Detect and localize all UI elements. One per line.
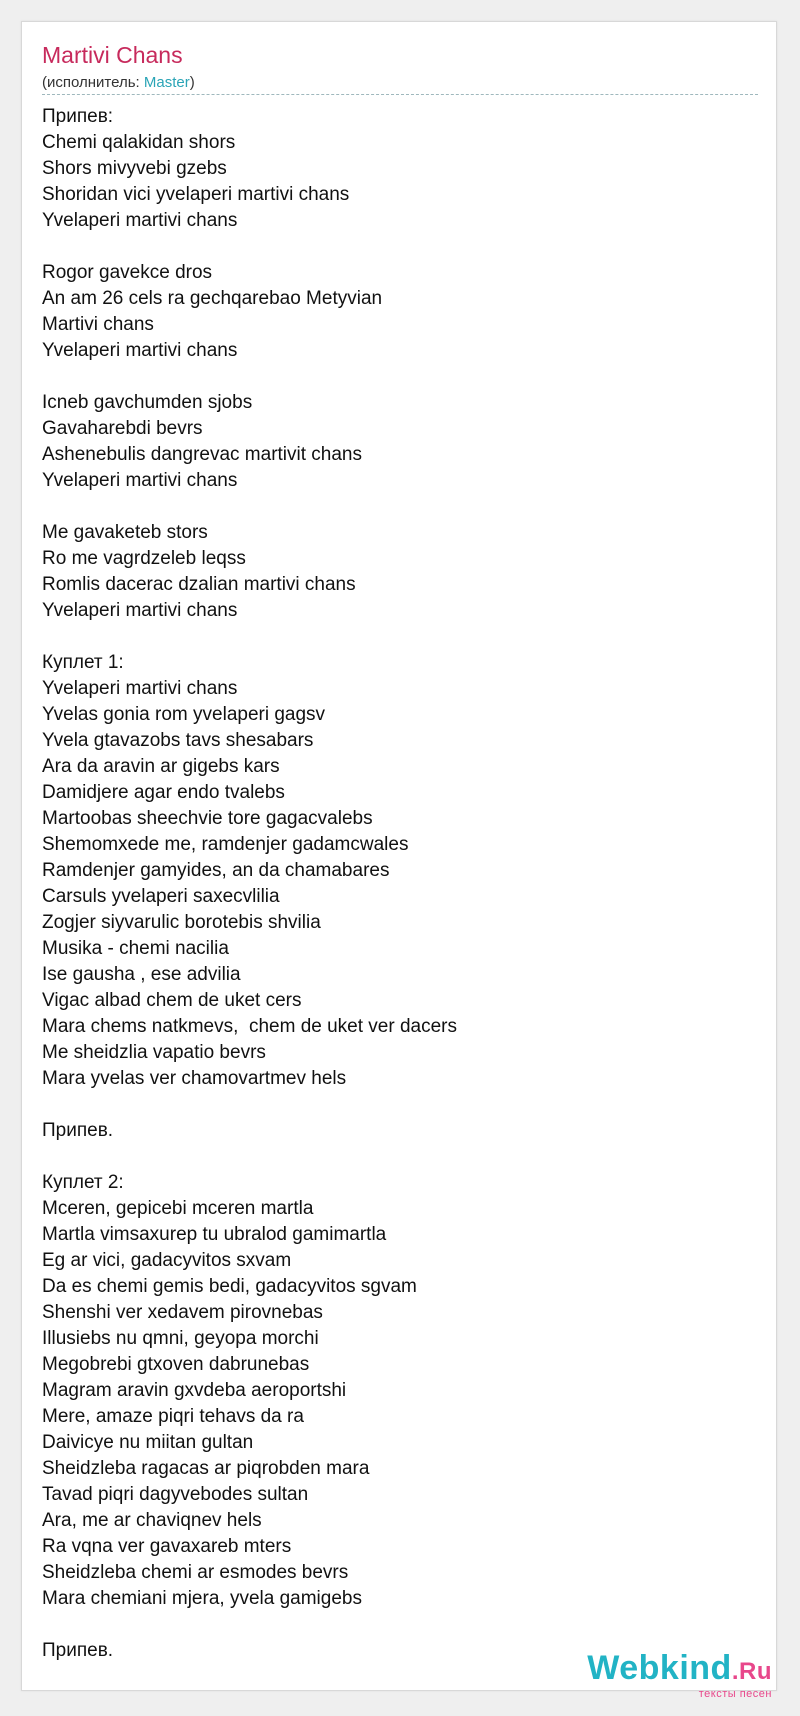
- lyric-line: Mara yvelas ver chamovartmev hels: [42, 1068, 347, 1089]
- lyric-line: Gavaharebdi bevrs: [42, 418, 203, 439]
- lyric-line: Yvelaperi martivi chans: [42, 210, 238, 231]
- lyric-line: Zogjer siyvarulic borotebis shvilia: [42, 912, 321, 933]
- lyric-line: Yvela gtavazobs tavs shesabars: [42, 730, 314, 751]
- lyric-line: Ara da aravin ar gigebs kars: [42, 756, 280, 777]
- artist-line: [42, 74, 195, 91]
- artist-prefix: (исполнитель:: [42, 74, 144, 91]
- lyric-line: Ara, me ar chaviqnev hels: [42, 1510, 262, 1531]
- lyric-line: Sheidzleba ragacas ar piqrobden mara: [42, 1458, 370, 1479]
- lyric-line: An am 26 cels ra gechqarebao Metyvian: [42, 288, 383, 309]
- lyric-line: Daivicye nu miitan gultan: [42, 1432, 254, 1453]
- lyric-line: Mceren, gepicebi mceren martla: [42, 1198, 314, 1219]
- logo-wordmark: [587, 1651, 772, 1689]
- lyric-line: Mara chems natkmevs, chem de uket ver dacers: [42, 1016, 457, 1037]
- artist-suffix: ): [189, 74, 195, 91]
- stanza-gap: [42, 624, 758, 650]
- stanza-gap: [42, 1144, 758, 1170]
- lyric-line: Yvelas gonia rom yvelaperi gagsv: [42, 704, 326, 725]
- lyric-line: Ashenebulis dangrevac martivit chans: [42, 444, 363, 465]
- lyric-line: Vigac albad chem de uket cers: [42, 990, 302, 1011]
- title-divider: [42, 94, 758, 95]
- lyric-line: Magram aravin gxvdeba aeroportshi: [42, 1380, 347, 1401]
- stanza-gap: [42, 364, 758, 390]
- lyric-line: Da es chemi gemis bedi, gadacyvitos sgvam: [42, 1276, 417, 1297]
- site-logo[interactable]: [587, 1651, 772, 1700]
- lyric-line: Yvelaperi martivi chans: [42, 470, 238, 491]
- lyric-line: Mara chemiani mjera, yvela gamigebs: [42, 1588, 362, 1609]
- lyric-line: Carsuls yvelaperi saxecvlilia: [42, 886, 280, 907]
- lyric-line: Icneb gavchumden sjobs: [42, 392, 253, 413]
- logo-subtitle: тексты песен: [698, 1688, 772, 1700]
- lyric-line: Me gavaketeb stors: [42, 522, 208, 543]
- lyric-line: Ise gausha , ese advilia: [42, 964, 241, 985]
- lyrics-card: [21, 21, 777, 1691]
- lyric-line: Rogor gavekce dros: [42, 262, 213, 283]
- lyric-line: Ro me vagrdzeleb leqss: [42, 548, 246, 569]
- lyric-line: Martoobas sheechvie tore gagacvalebs: [42, 808, 373, 829]
- lyric-line: Shenshi ver xedavem pirovnebas: [42, 1302, 323, 1323]
- lyric-line: Musika - chemi nacilia: [42, 938, 229, 959]
- artist-link[interactable]: Master: [143, 74, 190, 91]
- lyric-line: Ra vqna ver gavaxareb mters: [42, 1536, 292, 1557]
- lyric-line: Yvelaperi martivi chans: [42, 600, 238, 621]
- lyric-line: Куплет 2:: [42, 1172, 124, 1193]
- lyric-line: Припев.: [42, 1120, 114, 1141]
- stanza-gap: [42, 1612, 758, 1638]
- lyric-line: Yvelaperi martivi chans: [42, 340, 238, 361]
- lyric-line: Damidjere agar endo tvalebs: [42, 782, 285, 803]
- lyric-line: Sheidzleba chemi ar esmodes bevrs: [42, 1562, 349, 1583]
- lyric-line: Shemomxede me, ramdenjer gadamcwales: [42, 834, 409, 855]
- lyric-line: Illusiebs nu qmni, geyopa morchi: [42, 1328, 319, 1349]
- logo-main-text: Webkind: [587, 1649, 732, 1687]
- lyric-line: Me sheidzlia vapatio bevrs: [42, 1042, 266, 1063]
- lyric-line: Yvelaperi martivi chans: [42, 678, 238, 699]
- song-title: Martivi Chans: [42, 42, 183, 68]
- lyric-line: Припев:: [42, 106, 114, 127]
- lyric-line: Ramdenjer gamyides, an da chamabares: [42, 860, 390, 881]
- stanza-gap: [42, 494, 758, 520]
- stanza-gap: [42, 234, 758, 260]
- lyric-line: Romlis dacerac dzalian martivi chans: [42, 574, 356, 595]
- lyric-line: Martla vimsaxurep tu ubralod gamimartla: [42, 1224, 387, 1245]
- lyric-line: Куплет 1:: [42, 652, 124, 673]
- lyric-line: Shoridan vici yvelaperi martivi chans: [42, 184, 350, 205]
- lyric-line: Tavad piqri dagyvebodes sultan: [42, 1484, 309, 1505]
- lyric-line: Chemi qalakidan shors: [42, 132, 236, 153]
- stanza-gap: [42, 1092, 758, 1118]
- logo-tld: .Ru: [731, 1658, 772, 1685]
- lyrics-body: [42, 104, 758, 1664]
- lyric-line: Eg ar vici, gadacyvitos sxvam: [42, 1250, 292, 1271]
- lyric-line: Martivi chans: [42, 314, 154, 335]
- lyric-line: Shors mivyvebi gzebs: [42, 158, 227, 179]
- lyric-line: Mere, amaze piqri tehavs da ra: [42, 1406, 304, 1427]
- lyric-line: Припев.: [42, 1640, 114, 1661]
- lyric-line: Megobrebi gtxoven dabrunebas: [42, 1354, 310, 1375]
